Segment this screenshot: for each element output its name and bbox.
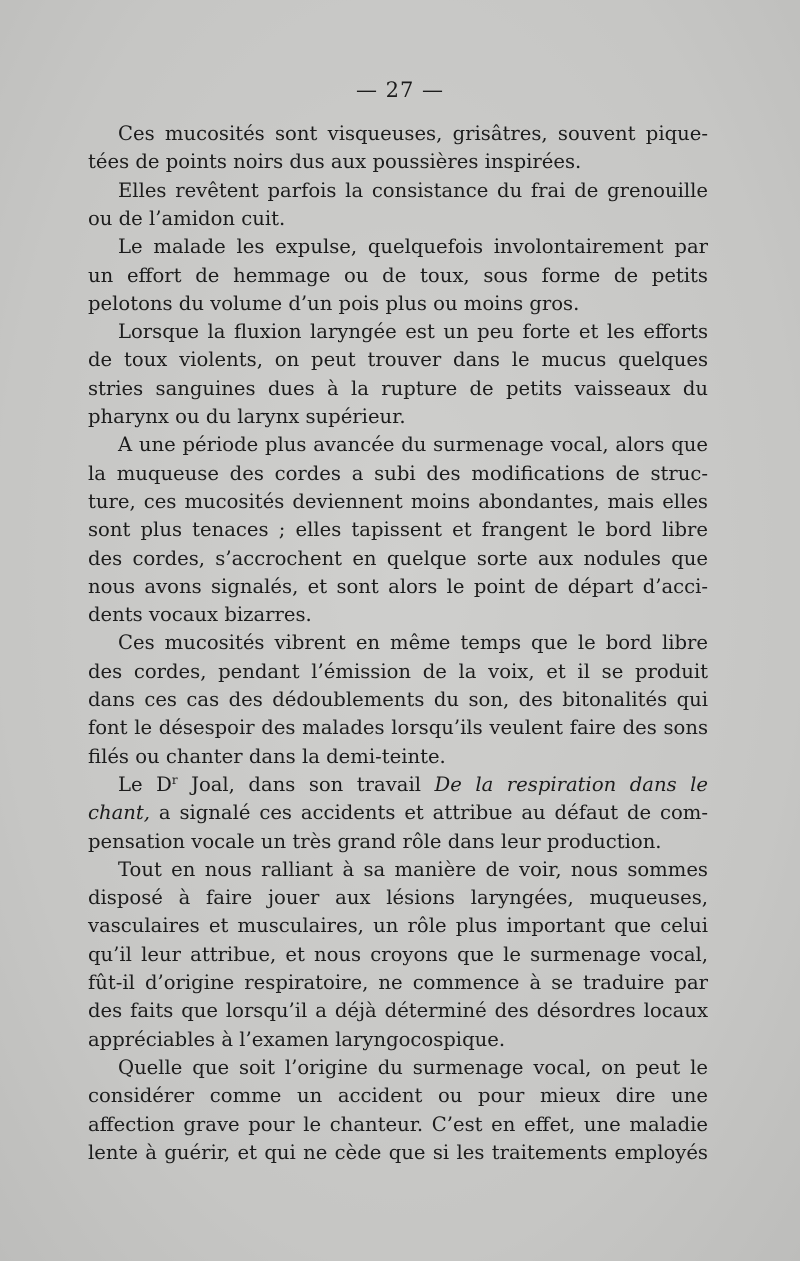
text-line: ou de l’amidon cuit.: [88, 206, 286, 230]
text-line: ture, ces mucosités deviennent moins abondantes, mais elles: [88, 489, 708, 513]
text-line: lente à guérir, et qui ne cède que si les traitements employés: [88, 1140, 708, 1164]
italic-title: De la respiration dans le: [434, 772, 709, 796]
text-line: fût-il d’origine respiratoire, ne commence à se traduire par: [88, 971, 708, 994]
text-line: nous avons signalés, et sont alors le point de départ d’acci-: [88, 574, 708, 598]
text-line: Tout en nous ralliant à sa manière de voir, nous sommes: [118, 857, 708, 881]
text-line: considérer comme un accident ou pour mieux dire une: [88, 1084, 708, 1108]
text-line: vasculaires et musculaires, un rôle plus important que celui: [88, 914, 708, 938]
text-line: qu’il leur attribue, et nous croyons que le surmenage vocal,: [88, 942, 708, 966]
text-line: chant, a signalé ces accidents et attribue au défaut de com-: [88, 801, 708, 825]
text-line: Ces mucosités sont visqueuses, grisâtres, souvent pique-: [118, 122, 708, 145]
text-line: stries sanguines dues à la rupture de petits vaisseaux du: [88, 376, 708, 400]
text-line: filés ou chanter dans la demi-teinte.: [88, 744, 446, 768]
text-line: des cordes, s’accrochent en quelque sorte aux nodules que: [88, 546, 708, 570]
text-line: Elles revêtent parfois la consistance du frai de grenouille: [118, 178, 708, 202]
text-line: Le $D^r$ Joal, dans son travail De la respiration dans le: [118, 772, 709, 796]
text-line: dans ces cas des dédoublements du son, des bitonalités qui: [88, 688, 708, 711]
italic-title: chant,: [88, 801, 150, 825]
text-line: tées de points noirs dus aux poussières inspirées.: [88, 150, 582, 174]
text-line: pensation vocale un très grand rôle dans leur production.: [88, 829, 662, 853]
text-line: appréciables à l’examen laryngocospique.: [88, 1027, 506, 1051]
text-line: font le désespoir des malades lorsqu’ils veulent faire des sons: [88, 716, 708, 740]
text-line: Quelle que soit l’origine du surmenage vocal, on peut le: [118, 1055, 708, 1079]
text-line: A une période plus avancée du surmenage vocal, alors que: [118, 433, 708, 457]
text-line: dents vocaux bizarres.: [88, 603, 312, 627]
text-line: pharynx ou du larynx supérieur.: [88, 405, 406, 428]
text-line: des faits que lorsqu’il a déjà déterminé des désordres locaux: [88, 999, 708, 1023]
text-line: des cordes, pendant l’émission de la voix, et il se produit: [88, 659, 708, 683]
text-line: disposé à faire jouer aux lésions laryngées, muqueuses,: [88, 886, 708, 910]
text-line: de toux violents, on peut trouver dans le mucus quelques: [88, 348, 708, 372]
text-line: affection grave pour le chanteur. C’est en effet, une maladie: [88, 1112, 708, 1136]
text-line: Lorsque la fluxion laryngée est un peu forte et les efforts: [118, 320, 708, 344]
text-line: sont plus tenaces ; elles tapissent et frangent le bord libre: [88, 518, 708, 542]
page-number: — 27 —: [355, 78, 445, 102]
text-line: pelotons du volume d’un pois plus ou moins gros.: [88, 291, 580, 315]
text-line: la muqueuse des cordes a subi des modifications de struc-: [88, 461, 708, 485]
text-line: Ces mucosités vibrent en même temps que le bord libre: [118, 631, 708, 655]
text-line: un effort de hemmage ou de toux, sous forme de petits: [88, 263, 708, 287]
text-line: Le malade les expulse, quelquefois involontairement par: [118, 235, 708, 259]
superscript: r: [171, 772, 178, 787]
